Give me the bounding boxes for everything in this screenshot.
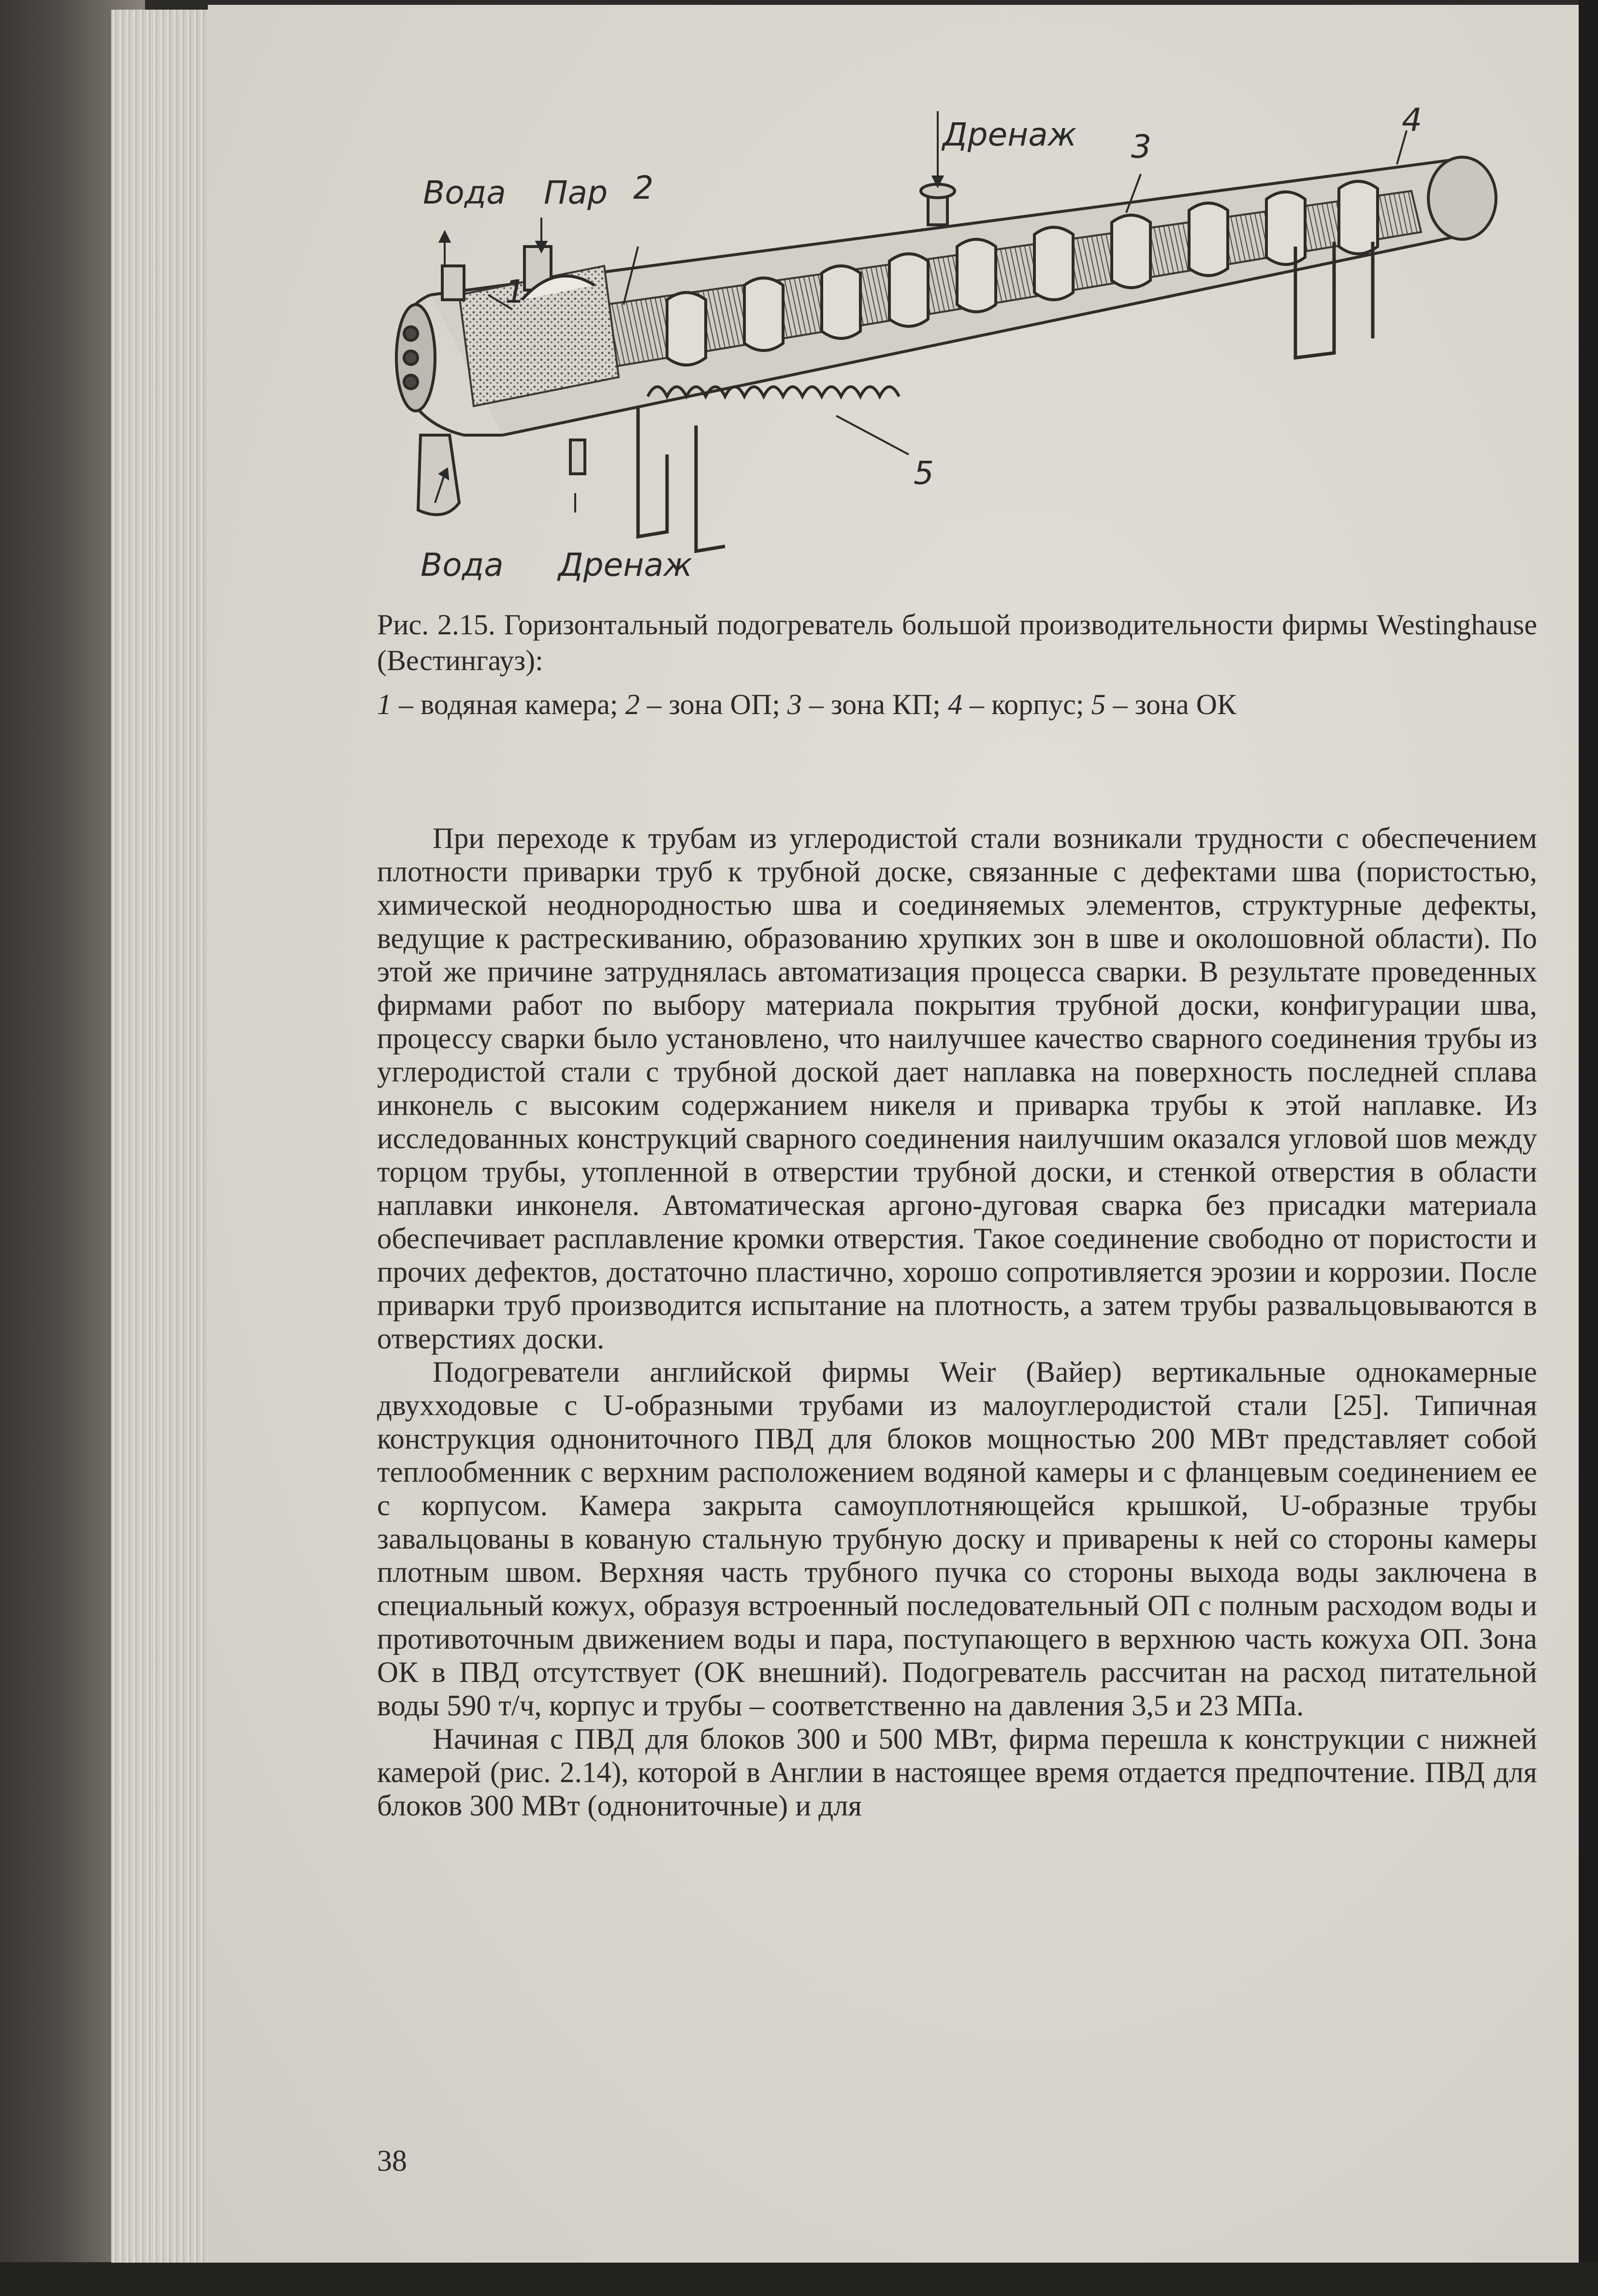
legend-text-3: – зона КП; <box>801 688 948 720</box>
body-text <box>377 822 1537 1823</box>
paragraph: Начиная с ПВД для блоков 300 и 500 МВт, фирма перешла к конструкции с нижней камерой (рис. 2.14), которой в Англии в настоящее время отдается предпочтение. ПВД для блоков 300 МВт (однониточные) и для <box>377 1723 1537 1822</box>
paragraph: Подогреватели английской фирмы Weir (Вайер) вертикальные однокамерные двухходовые с U-образными трубами из малоуглеродистой стали [25]. Типичная конструкция однониточного ПВД для блоков мощностью 200 МВт представляет собой теплообменник с верхним расположением водяной камеры и с фланцевым соединением ее с корпусом. Камера закрыта самоуплотняющейся крышкой, U-образные трубы завальцованы в кованую стальную трубную доску и приварены к ней со стороны камеры плотным швом. Верхняя часть трубного пучка со стороны выхода воды заключена в специальный кожух, образуя встроенный последовательный ОП с полным расходом воды и противоточным движением воды и пара, поступающего в верхнюю часть кожуха ОП. Зона ОК в ПВД отсутствует (ОК внешний). Подогреватель рассчитан на расход питательной воды 590 т/ч, корпус и трубы – соответственно на давления 3,5 и 23 МПа. <box>377 1356 1537 1722</box>
legend-text-4: – корпус; <box>962 688 1091 720</box>
legend-num-4: 4 <box>947 688 962 720</box>
caption-title: Рис. 2.15. Горизонтальный подогреватель большой производительности фирмы Westinghause (Вестингауз): <box>377 609 1537 676</box>
page-number: 38 <box>377 2145 407 2178</box>
figure-legend <box>377 687 1537 722</box>
paragraph: При переходе к трубам из углеродистой стали возникали трудности с обеспечением плотности приварки труб к трубной доске, связанные с дефектами шва (пористостью, химической неоднородностью шва и соединяемых элементов, структурные дефекты, ведущие к растрескиванию, образованию хрупких зон в шве и околошовной области). По этой же причине затруднялась автоматизация процесса сварки. В результате проведенных фирмами работ по выбору материала покрытия трубной доски, конфигурации шва, процессу сварки было установлено, что наилучшее качество сварного соединения трубы из углеродистой стали с трубной доской дает наплавка на поверхность последней сплава инконель с высоким содержанием никеля и приварка трубы к этой наплавке. Из исследованных конструкций сварного соединения наилучшим оказался угловой шов между торцом трубы, утопленной в отверстии трубной доски, и стенкой отверстия в области наплавки инконеля. Автоматическая аргоно-дуговая сварка без присадки материала обеспечивает расплавление кромки отверстия. Такое соединение свободно от пористости и прочих дефектов, достаточно пластично, хорошо сопротивляется эрозии и коррозии. После приварки труб производится испытание на плотность, а затем трубы развальцовываются в отверстиях доски. <box>377 822 1537 1355</box>
legend-text-2: – зона ОП; <box>639 688 787 720</box>
label-drain-bottom: Дренаж <box>558 546 693 584</box>
label-number-2: 2 <box>633 169 654 206</box>
legend-num-3: 3 <box>787 688 802 720</box>
water-chamber <box>396 305 435 411</box>
legend-num-1: 1 <box>377 688 392 720</box>
legend-text-1: – водяная камера; <box>392 688 625 720</box>
heater-figure <box>377 87 1566 600</box>
label-water-outlet: Вода <box>421 546 504 584</box>
book-page-edges <box>111 10 222 2263</box>
label-number-5: 5 <box>914 454 934 492</box>
label-water-inlet: Вода <box>423 174 506 211</box>
label-number-4: 4 <box>1402 102 1422 139</box>
scan-background-right <box>1579 0 1598 2296</box>
figure-caption <box>377 607 1537 678</box>
label-number-3: 3 <box>1131 128 1151 165</box>
label-drain-top: Дренаж <box>943 116 1077 153</box>
label-number-1: 1 <box>505 273 525 310</box>
label-steam: Пар <box>544 174 608 211</box>
scan-background-bottom <box>0 2262 1598 2296</box>
legend-text-5: – зона ОК <box>1105 688 1236 720</box>
legend-num-5: 5 <box>1091 688 1106 720</box>
legend-num-2: 2 <box>625 688 640 720</box>
heater-drawing <box>377 87 1566 600</box>
